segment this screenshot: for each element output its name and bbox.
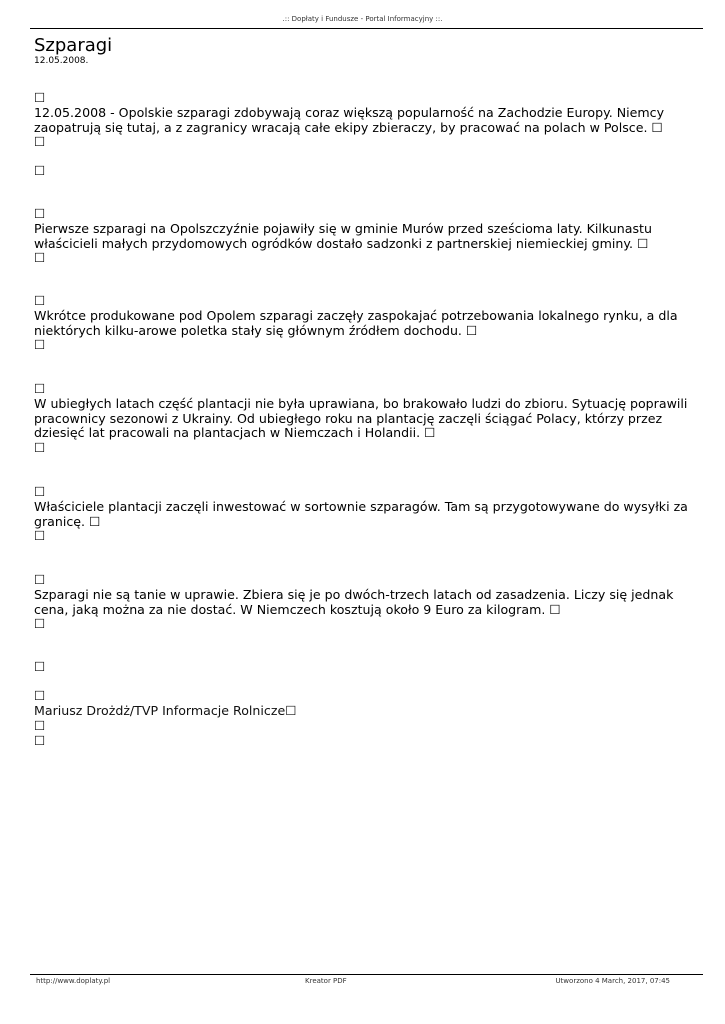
paragraph-1 bbox=[34, 106, 700, 135]
checkbox-glyph: ☐ bbox=[89, 513, 101, 529]
checkbox-glyph: ☐ bbox=[34, 293, 46, 308]
paragraph-4 bbox=[34, 397, 700, 441]
footer-created: Utworzono 4 March, 2017, 07:45 bbox=[555, 977, 670, 985]
checkbox-glyph: ☐ bbox=[34, 90, 46, 105]
checkbox-glyph: ☐ bbox=[34, 484, 46, 499]
checkbox-glyph: ☐ bbox=[34, 718, 46, 733]
paragraph-text: Pierwsze szparagi na Opolszczyźnie pojawiły się w gminie Murów przed sześcioma laty. Kilkunastu właścicieli małych przydomowych ogródków dostało sadzonki z partnerskiej niemieckiej gminy. bbox=[34, 221, 652, 251]
checkbox-glyph: ☐ bbox=[34, 250, 46, 265]
checkbox-glyph: ☐ bbox=[549, 601, 561, 617]
footer-generator: Kreator PDF bbox=[305, 977, 347, 985]
paragraph-text: 12.05.2008 - Opolskie szparagi zdobywają coraz większą popularność na Zachodzie Europy. Niemcy zaopatrują się tutaj, a z zagranicy wracają całe ekipy zbieraczy, by pracować na polach w Polsce. bbox=[34, 105, 665, 135]
checkbox-glyph: ☐ bbox=[424, 425, 436, 441]
paragraph-5 bbox=[34, 500, 700, 529]
checkbox-glyph: ☐ bbox=[285, 703, 297, 718]
paragraph-text: Właściciele plantacji zaczęli inwestować w sortownie szparagów. Tam są przygotowywane do wysyłki za granicę. bbox=[34, 499, 688, 529]
header-divider bbox=[30, 28, 703, 29]
checkbox-glyph: ☐ bbox=[34, 659, 46, 674]
checkbox-glyph: ☐ bbox=[34, 337, 46, 352]
checkbox-glyph: ☐ bbox=[465, 322, 478, 338]
checkbox-glyph: ☐ bbox=[34, 381, 46, 396]
checkbox-glyph: ☐ bbox=[34, 733, 46, 748]
paragraph-text: W ubiegłych latach część plantacji nie była uprawiana, bo brakowało ludzi do zbioru. Sytuację poprawili pracownicy sezonowi z Ukrainy. Od ubiegłego roku na plantację zaczęli ściągać Polacy, którzy przez dziesięć lat pracowali na plantacjach w Niemczach i Holandii. bbox=[34, 396, 688, 441]
checkbox-glyph: ☐ bbox=[637, 235, 649, 251]
article-title: Szparagi bbox=[34, 35, 113, 56]
checkbox-glyph: ☐ bbox=[34, 616, 46, 631]
footer-url: http://www.doplaty.pl bbox=[36, 977, 111, 985]
paragraph-text: Szparagi nie są tanie w uprawie. Zbiera się je po dwóch-trzech latach od zasadzenia. Liczy się jednak cena, jaką można za nie dostać. W Niemczech kosztują około 9 Euro za kilogram. bbox=[34, 587, 674, 617]
paragraph-text: Wkrótce produkowane pod Opolem szparagi zaczęły zaspokajać potrzebowania lokalnego rynku, a dla niektórych kilku-arowe poletka stały się głównym źródłem dochodu. bbox=[34, 308, 678, 338]
checkbox-glyph: ☐ bbox=[34, 572, 46, 587]
checkbox-glyph: ☐ bbox=[34, 528, 46, 543]
checkbox-glyph: ☐ bbox=[34, 163, 46, 178]
checkbox-glyph: ☐ bbox=[34, 134, 46, 149]
checkbox-glyph: ☐ bbox=[34, 688, 46, 703]
checkbox-glyph: ☐ bbox=[651, 119, 663, 135]
site-header: .:: Dopłaty i Fundusze - Portal Informacyjny ::. bbox=[282, 15, 443, 23]
paragraph-3 bbox=[34, 309, 700, 338]
article-date: 12.05.2008. bbox=[34, 56, 89, 66]
paragraph-2 bbox=[34, 222, 700, 251]
article-author: Mariusz Drożdż/TVP Informacje Rolnicze bbox=[34, 703, 286, 718]
checkbox-glyph: ☐ bbox=[34, 440, 46, 455]
checkbox-glyph: ☐ bbox=[34, 206, 46, 221]
paragraph-6 bbox=[34, 588, 700, 617]
footer-divider bbox=[30, 974, 703, 975]
author-line bbox=[34, 704, 296, 719]
